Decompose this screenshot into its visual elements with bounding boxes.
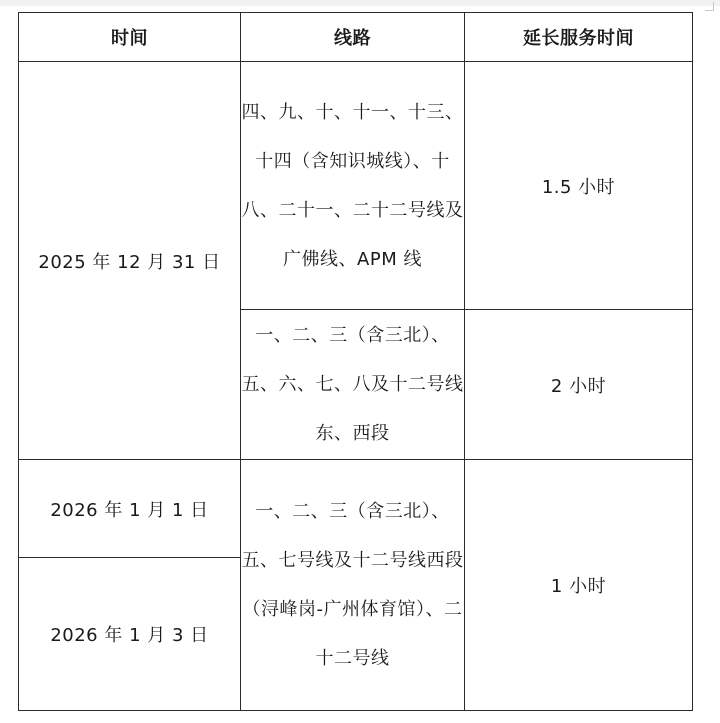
lines-cell: 一、二、三（含三北）、五、六、七、八及十二号线东、西段 bbox=[241, 310, 465, 460]
date-cell: 2026 年 1 月 1 日 bbox=[19, 460, 241, 558]
extension-cell: 1.5 小时 bbox=[465, 62, 693, 310]
header-row bbox=[19, 13, 693, 62]
header-lines: 线路 bbox=[241, 13, 465, 62]
extension-cell: 2 小时 bbox=[465, 310, 693, 460]
date-cell: 2026 年 1 月 3 日 bbox=[19, 558, 241, 711]
date-cell: 2025 年 12 月 31 日 bbox=[19, 62, 241, 460]
service-extension-table bbox=[18, 12, 693, 711]
header-time: 时间 bbox=[19, 13, 241, 62]
header-extension: 延长服务时间 bbox=[465, 13, 693, 62]
lines-cell: 一、二、三（含三北）、五、七号线及十二号线西段（浔峰岗-广州体育馆）、二十二号线 bbox=[241, 460, 465, 711]
table-row bbox=[19, 460, 693, 558]
table-row bbox=[19, 62, 693, 310]
top-edge-strip bbox=[0, 0, 720, 6]
lines-cell: 四、九、十、十一、十三、十四（含知识城线）、十八、二十一、二十二号线及广佛线、APM 线 bbox=[241, 62, 465, 310]
page-corner-mark bbox=[705, 2, 714, 11]
extension-cell: 1 小时 bbox=[465, 460, 693, 711]
